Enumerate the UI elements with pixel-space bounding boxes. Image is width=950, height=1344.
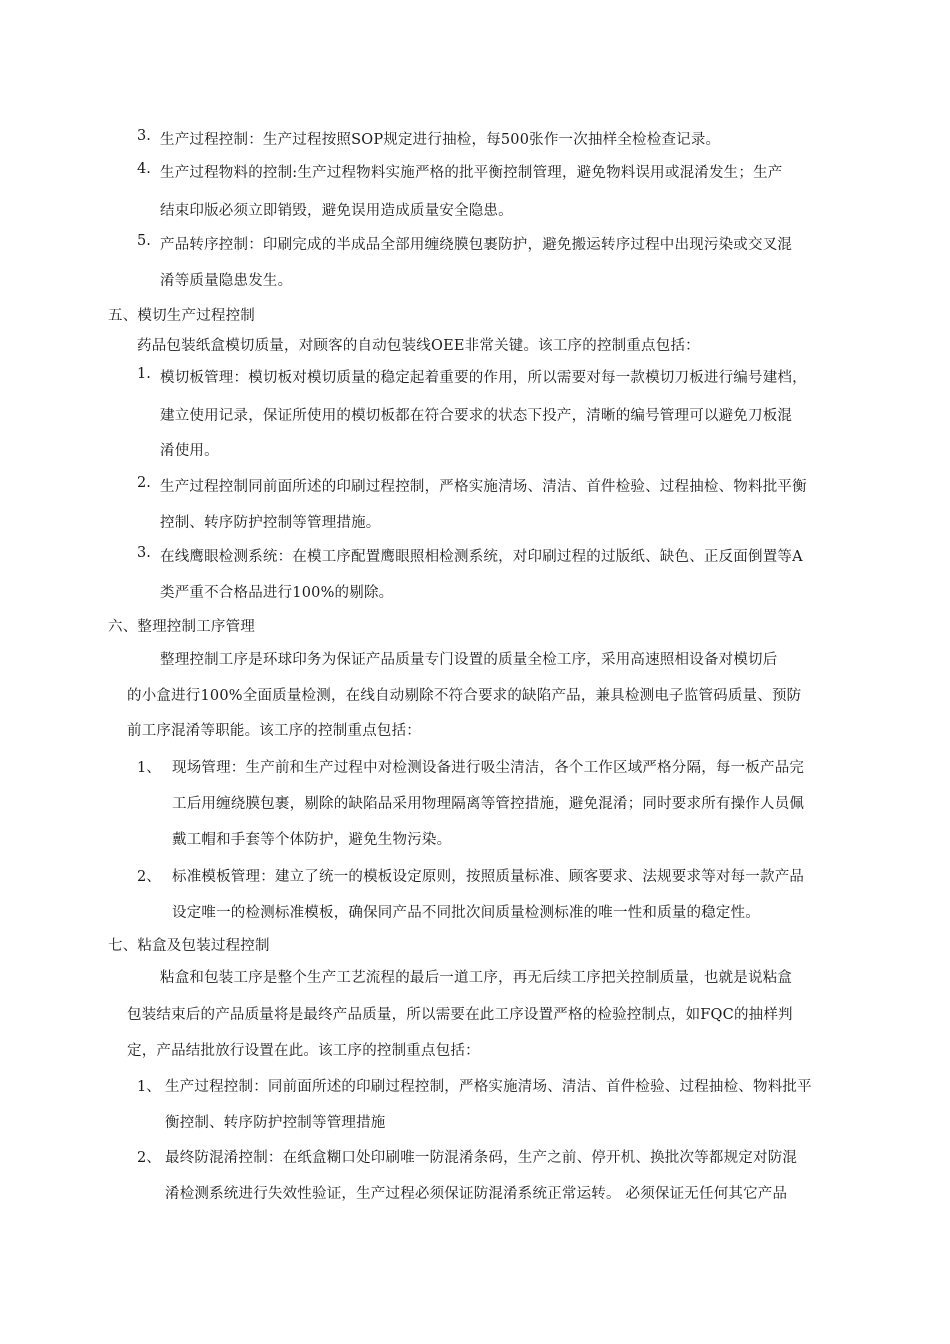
list-number: 3.	[137, 545, 151, 561]
list-number: 1.	[137, 366, 151, 382]
list-item-text: 模切板管理：模切板对模切质量的稳定起着重要的作用，所以需要对每一款模切刀板进行编号建档，	[160, 370, 807, 386]
list-item-text: 最终防混淆控制：在纸盒糊口处印刷唯一防混淆条码，生产之前、停开机、换批次等都规定对防混	[165, 1150, 798, 1166]
list-number: 3.	[137, 128, 151, 144]
paragraph: 的小盒进行100%全面质量检测，在线自动剔除不符合要求的缺陷产品，兼具检测电子监管码质量、预防	[127, 688, 802, 704]
list-item-continuation: 戴工帽和手套等个体防护，避免生物污染。	[172, 832, 452, 848]
list-item-continuation: 建立使用记录，保证所使用的模切板都在符合要求的状态下投产，清晰的编号管理可以避免刀板混	[160, 408, 793, 424]
list-number: 5.	[137, 233, 151, 249]
list-item-text: 生产过程控制同前面所述的印刷过程控制，严格实施清场、清洁、首件检验、过程抽检、物料批平衡	[160, 479, 807, 495]
list-item-text: 在线鹰眼检测系统：在模工序配置鹰眼照相检测系统，对印刷过程的过版纸、缺色、正反面倒置等A	[160, 549, 803, 565]
list-item-text: 产品转序控制：印刷完成的半成品全部用缠绕膜包裹防护，避免搬运转序过程中出现污染或交叉混	[160, 237, 793, 253]
section-heading: 五、模切生产过程控制	[108, 308, 255, 324]
list-number: 1、	[137, 760, 161, 776]
list-number: 4.	[137, 161, 151, 177]
list-item-continuation: 衡控制、转序防护控制等管理措施	[165, 1115, 386, 1131]
paragraph: 药品包装纸盒模切质量，对顾客的自动包装线OEE非常关键。该工序的控制重点包括：	[137, 338, 700, 354]
list-item-continuation: 控制、转序防护控制等管理措施。	[160, 515, 381, 531]
list-item-continuation: 结束印版必须立即销毁，避免误用造成质量安全隐患。	[160, 203, 513, 219]
list-number: 2、	[137, 1150, 161, 1166]
list-number: 1、	[137, 1079, 161, 1095]
section-heading: 七、粘盒及包装过程控制	[108, 938, 270, 954]
list-item-continuation: 淆使用。	[160, 443, 219, 459]
list-item-text: 生产过程控制：同前面所述的印刷过程控制，严格实施清场、清洁、首件检验、过程抽检、物料批平	[165, 1079, 812, 1095]
list-number: 2.	[137, 475, 151, 491]
paragraph: 整理控制工序是环球印务为保证产品质量专门设置的质量全检工序，采用高速照相设备对模切后	[160, 652, 778, 668]
section-heading: 六、整理控制工序管理	[108, 619, 255, 635]
list-item-text: 生产过程物料的控制:生产过程物料实施严格的批平衡控制管理，避免物料误用或混淆发生；生产	[160, 165, 783, 181]
list-item-text: 现场管理：生产前和生产过程中对检测设备进行吸尘清洁，各个工作区域严格分隔，每一板产品完	[172, 760, 805, 776]
list-item-continuation: 工后用缠绕膜包裹，剔除的缺陷品采用物理隔离等管控措施，避免混淆；同时要求所有操作人员佩	[172, 796, 805, 812]
list-item-continuation: 淆检测系统进行失效性验证，生产过程必须保证防混淆系统正常运转。 必须保证无任何其它产品	[165, 1186, 788, 1202]
paragraph: 粘盒和包装工序是整个生产工艺流程的最后一道工序，再无后续工序把关控制质量，也就是说粘盒	[160, 970, 793, 986]
list-item-text: 生产过程控制：生产过程按照SOP规定进行抽检，每500张作一次抽样全检检查记录。	[160, 132, 721, 148]
list-item-text: 标准模板管理：建立了统一的模板设定原则，按照质量标准、顾客要求、法规要求等对每一款产品	[172, 869, 805, 885]
paragraph: 前工序混淆等职能。该工序的控制重点包括：	[127, 723, 421, 739]
list-item-continuation: 设定唯一的检测标准模板，确保同产品不同批次间质量检测标准的唯一性和质量的稳定性。	[172, 905, 760, 921]
paragraph: 定，产品结批放行设置在此。该工序的控制重点包括：	[127, 1043, 480, 1059]
paragraph: 包装结束后的产品质量将是最终产品质量，所以需要在此工序设置严格的检验控制点，如FQC的抽样判	[127, 1007, 793, 1023]
list-number: 2、	[137, 869, 161, 885]
list-item-continuation: 淆等质量隐患发生。	[160, 273, 293, 289]
list-item-continuation: 类严重不合格品进行100%的剔除。	[160, 585, 394, 601]
